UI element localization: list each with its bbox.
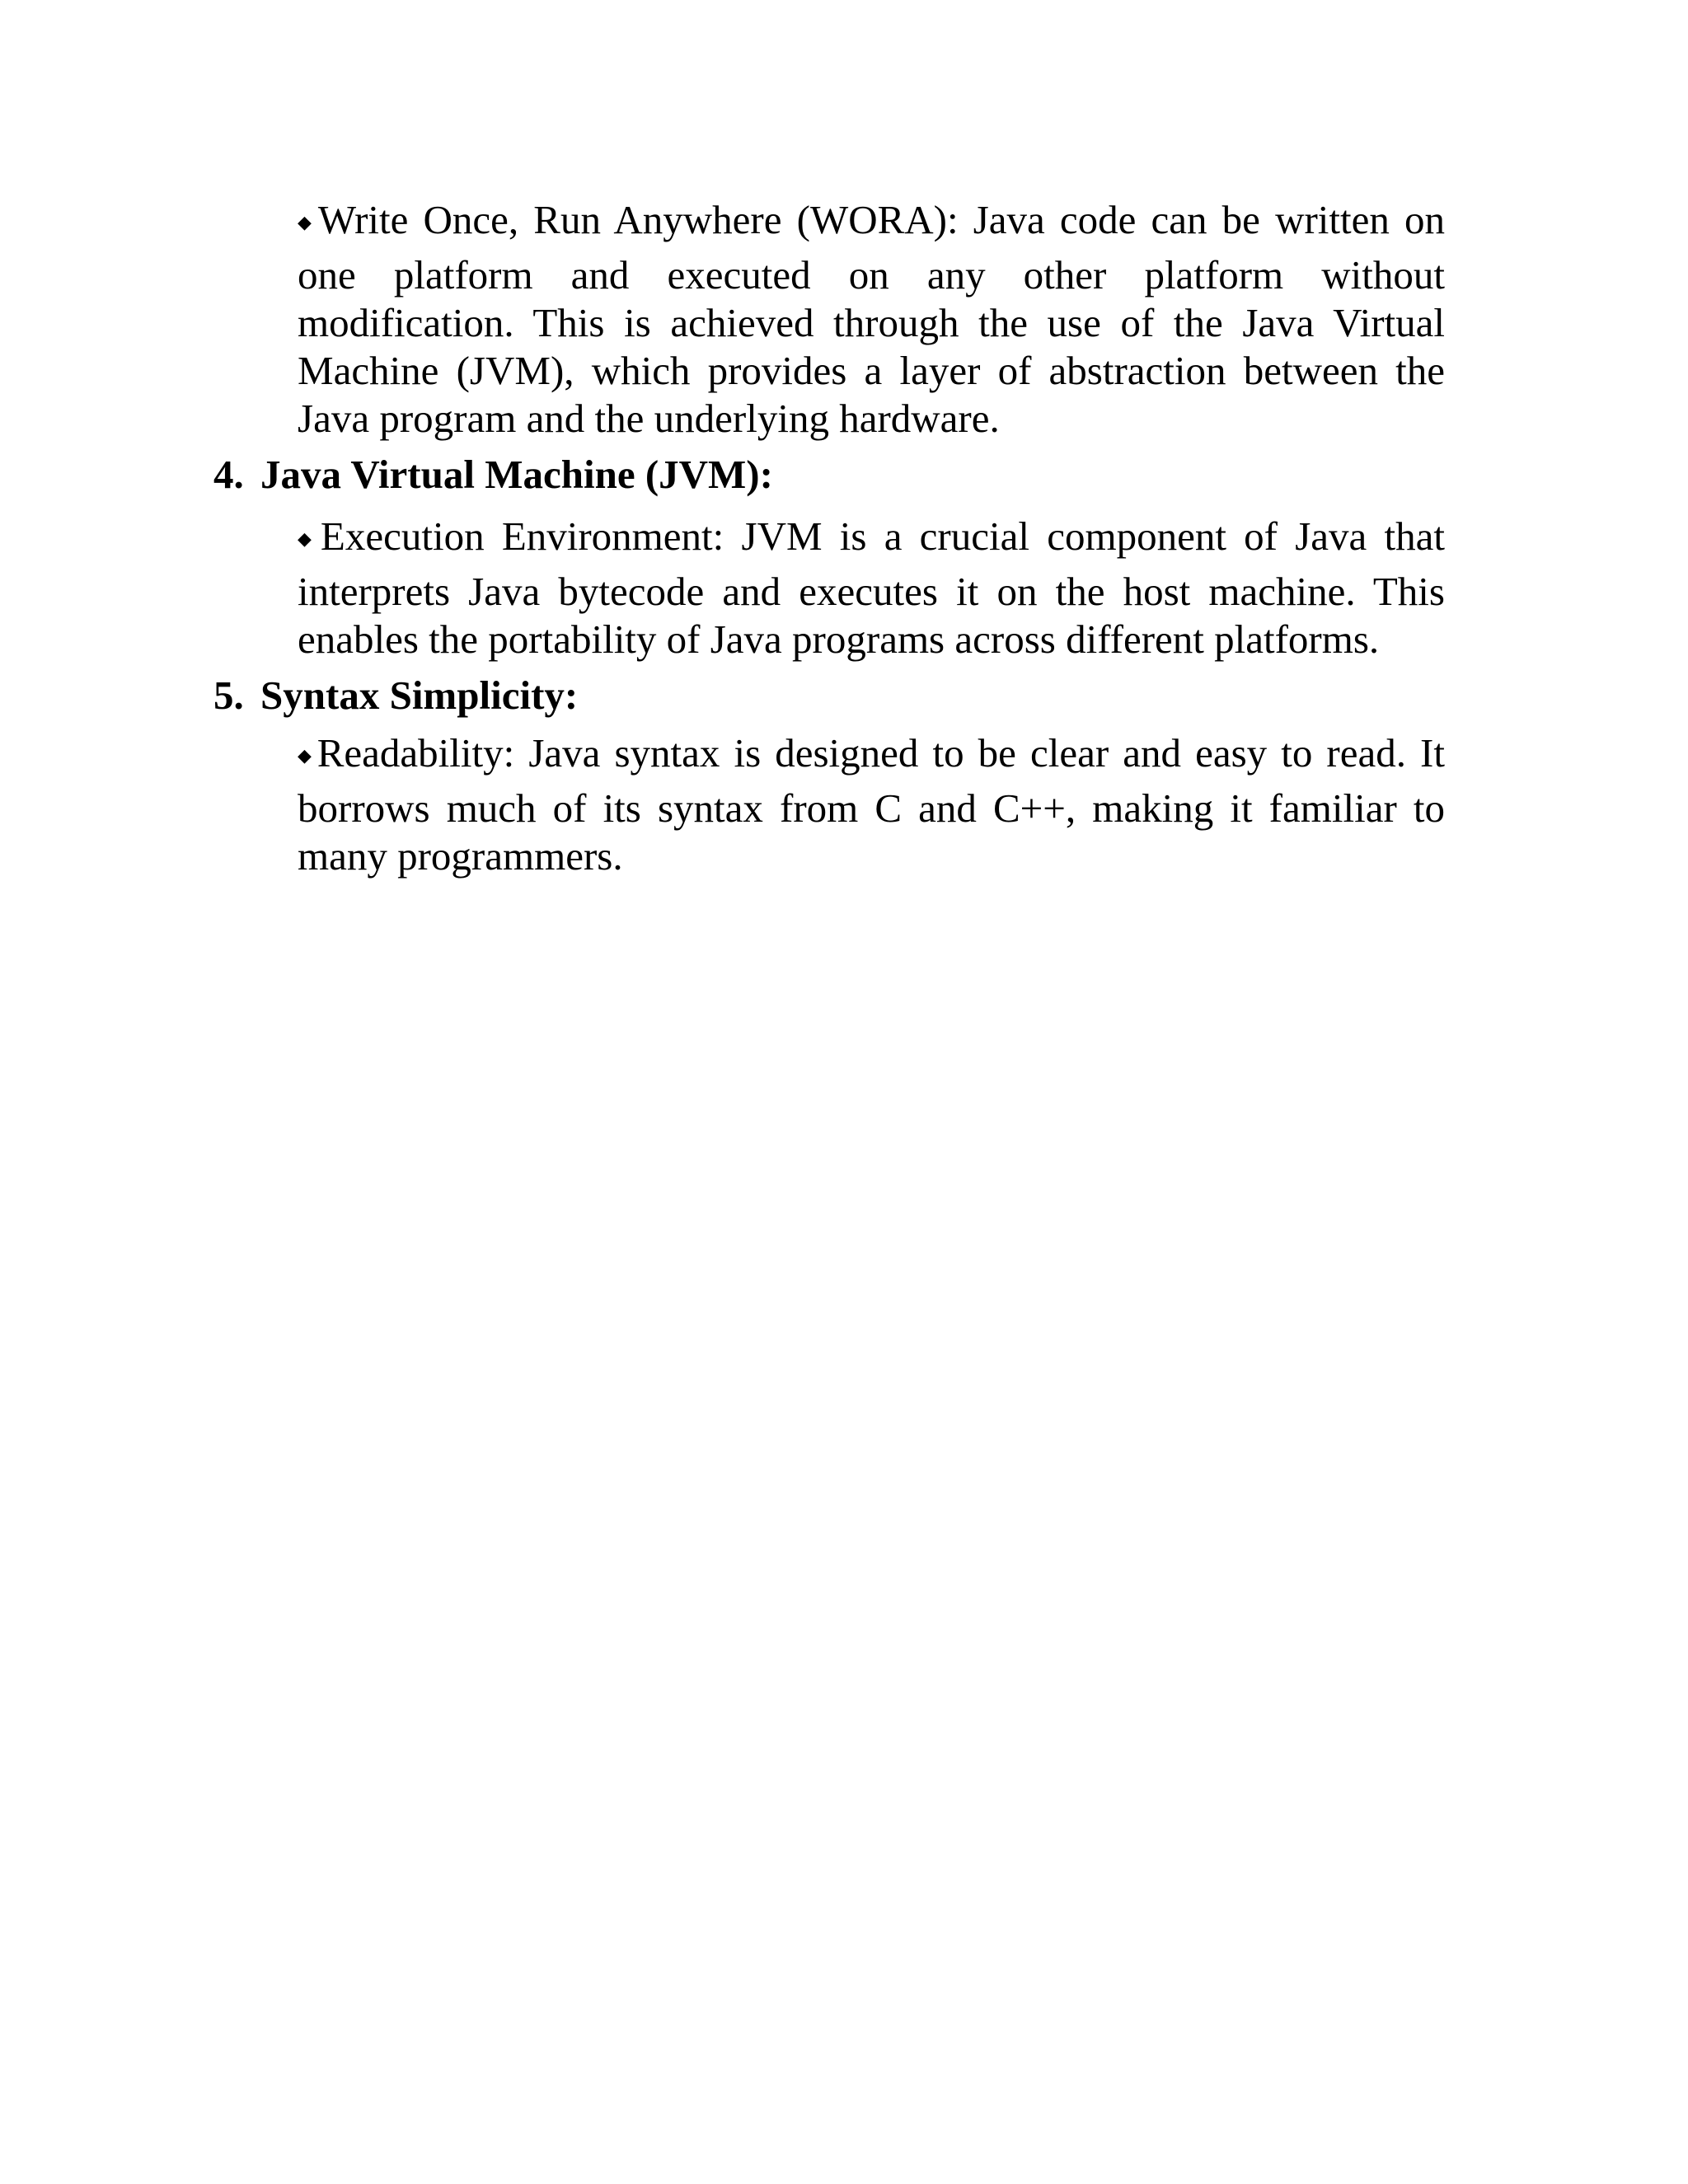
jvm-bullet-text: Execution Environment: JVM is a crucial component of Java that interprets Java bytecode and executes it on the host machine. This enables the portability of Java programs across different platforms.: [298, 513, 1446, 662]
section-heading-syntax: [213, 672, 578, 719]
section-title: Java Virtual Machine (JVM):: [260, 452, 773, 497]
jvm-bullet-paragraph: [298, 513, 1445, 663]
section-number: 4.: [213, 452, 244, 497]
diamond-bullet-icon: ◆: [298, 745, 316, 766]
wora-bullet-text: Write Once, Run Anywhere (WORA): Java code can be written on one platform and executed on any other platform without modification. This is achieved through the use of the Java Virtual Machine (JVM), which provides a layer of abstraction between the Java program and the underlying hardware.: [298, 197, 1445, 441]
diamond-bullet-icon: ◆: [298, 528, 319, 549]
section-number: 5.: [213, 673, 244, 718]
wora-bullet-paragraph: [298, 196, 1445, 443]
syntax-bullet-text: Readability: Java syntax is designed to be clear and easy to read. It borrows much of its syntax from C and C++, making it familiar to many programmers.: [298, 730, 1445, 879]
syntax-bullet-paragraph: [298, 729, 1445, 880]
section-heading-jvm: [213, 451, 773, 499]
section-title: Syntax Simplicity:: [260, 673, 579, 718]
diamond-bullet-icon: ◆: [298, 212, 316, 232]
